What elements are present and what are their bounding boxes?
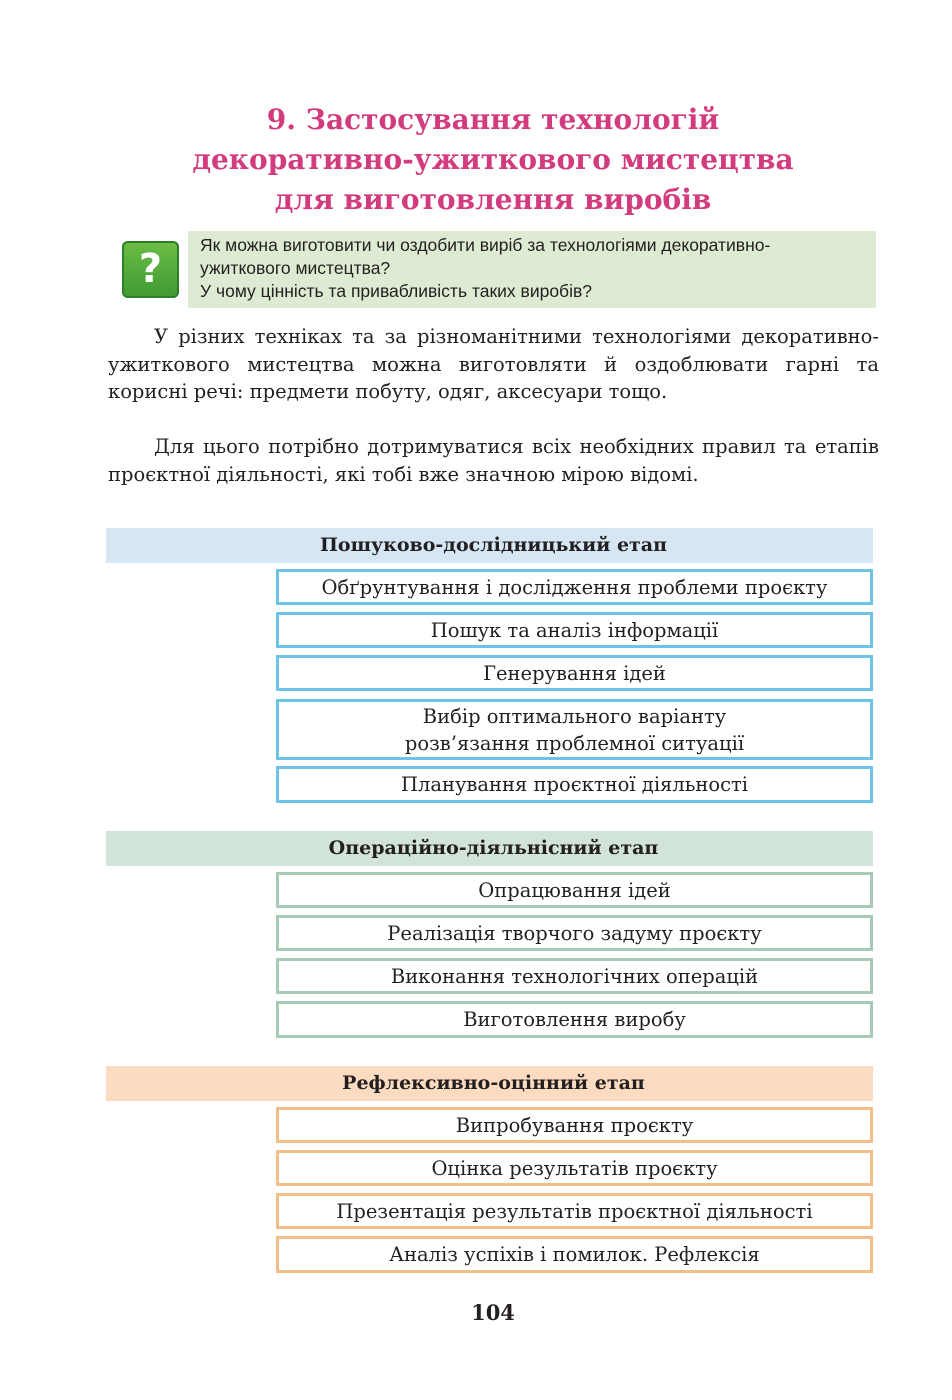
paragraph-2: Для цього потрібно дотримуватися всіх необхідних правил та етапів проєктної діяльності, які тобі вже значною мірою відомі.: [108, 435, 879, 486]
stage-1-step-4-line-2: розв’язання проблемної ситуації: [404, 731, 745, 755]
question-icon: ?: [122, 241, 179, 298]
question-line-3: У чому цінність та привабливість таких виробів?: [200, 281, 592, 301]
stage-1-step-4: [276, 699, 873, 760]
paragraph-1: У різних техніках та за різноманітними технологіями декоративно-ужиткового мистецтва можна виготовляти й оздоблювати гарні та корисні речі: предмети побуту, одяг, аксесуари тощо.: [108, 325, 879, 403]
stage-1-step-5: Планування проєктної діяльності: [276, 766, 873, 803]
stage-3-step-3: Презентація результатів проєктної діяльності: [276, 1193, 873, 1229]
stage-3-step-4: Аналіз успіхів і помилок. Рефлексія: [276, 1236, 873, 1273]
stage-1-step-2: Пошук та аналіз інформації: [276, 612, 873, 648]
stage-2-step-3: Виконання технологічних операцій: [276, 958, 873, 994]
question-box: [188, 231, 876, 308]
stage-2-step-1: Опрацювання ідей: [276, 872, 873, 908]
stage-2-step-2: Реалізація творчого задуму проєкту: [276, 915, 873, 951]
question-line-2: ужиткового мистецтва?: [200, 258, 391, 278]
title-line-2: декоративно-ужиткового мистецтва: [192, 143, 794, 176]
stage-3-step-1: Випробування проєкту: [276, 1107, 873, 1143]
title-line-3: для виготовлення виробів: [274, 183, 712, 216]
stage-3-step-2: Оцінка результатів проєкту: [276, 1150, 873, 1186]
question-line-1: Як можна виготовити чи оздобити виріб за технологіями декоративно-: [200, 235, 771, 255]
page-title: [0, 100, 952, 220]
stage-2-step-4: Виготовлення виробу: [276, 1001, 873, 1038]
stage-1-step-3: Генерування ідей: [276, 655, 873, 691]
stage-3-header: Рефлексивно-оцінний етап: [106, 1066, 873, 1101]
stage-2-header: Операційно-діяльнісний етап: [106, 831, 873, 866]
stage-1-header: Пошуково-дослідницький етап: [106, 528, 873, 563]
stage-1-step-1: Обґрунтування і дослідження проблеми проєкту: [276, 569, 873, 605]
stage-1-step-4-line-1: Вибір оптимального варіанту: [422, 704, 727, 728]
page-number: 104: [471, 1300, 515, 1325]
title-line-1: 9. Застосування технологій: [266, 103, 720, 136]
